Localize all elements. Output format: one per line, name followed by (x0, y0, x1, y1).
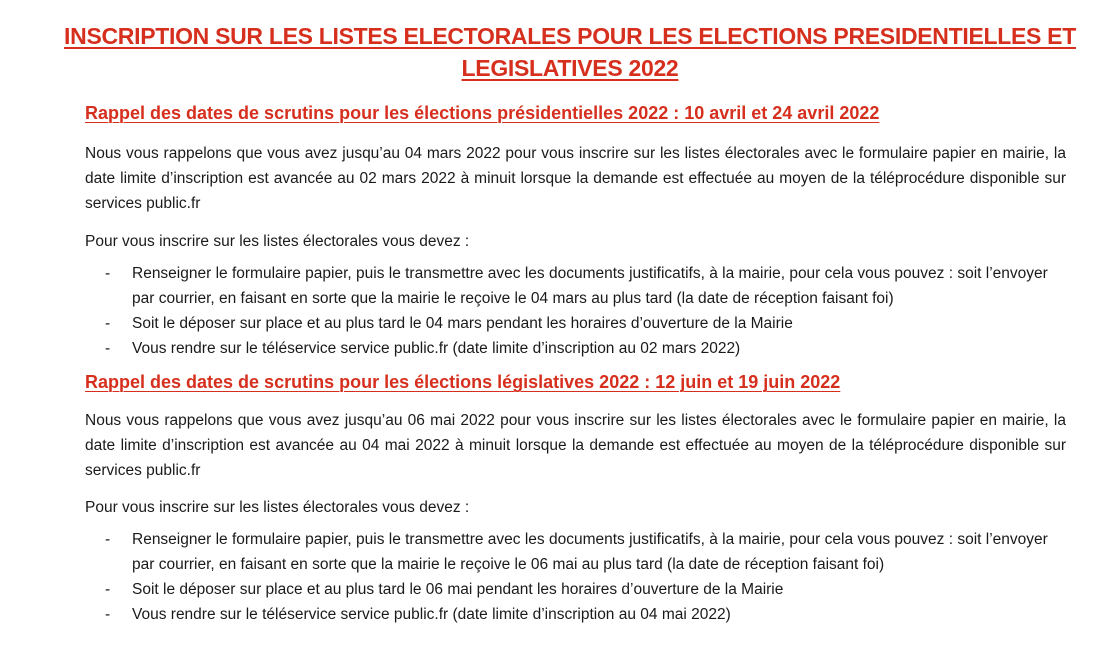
title-line-1: INSCRIPTION SUR LES LISTES ELECTORALES POUR LES ELECTIONS PRESIDENTIELLES ET (64, 23, 1076, 49)
list-item-text: Renseigner le formulaire papier, puis le transmettre avec les documents justificatifs, à la mairie, pour cela vous pouvez : soit l’envoyer par courrier, en faisant en sorte que la mairie le reçoive le 04 mars au plus tard (la date de réception faisant foi) (132, 265, 1048, 307)
section-paragraph-legislatives: Nous vous rappelons que vous avez jusqu’au 06 mai 2022 pour vous inscrire sur les listes électorales avec le formulaire papier en mairie, la date limite d’inscription est avancée au 04 mai 2022 à minuit lorsque la demande est effectuée au moyen de la téléprocédure disponible sur services public.fr (85, 412, 1066, 479)
list-item-text: Soit le déposer sur place et au plus tard le 04 mars pendant les horaires d’ouverture de la Mairie (132, 315, 793, 332)
bullet-dash: - (105, 606, 111, 623)
list-item (85, 602, 1070, 627)
list-item (85, 527, 1070, 577)
bullet-dash: - (105, 265, 111, 282)
bullet-list-presidentielles (85, 261, 1070, 361)
bullet-dash: - (105, 531, 111, 548)
list-item (85, 577, 1070, 602)
list-item-text: Vous rendre sur le téléservice service public.fr (date limite d’inscription au 02 mars 2022) (132, 340, 741, 357)
list-item-text: Vous rendre sur le téléservice service public.fr (date limite d’inscription au 04 mai 2022) (132, 606, 731, 623)
section-lead-presidentielles: Pour vous inscrire sur les listes électorales vous devez : (85, 233, 470, 250)
bullet-dash: - (105, 340, 111, 357)
document-title (60, 20, 1080, 84)
section-heading-presidentielles: Rappel des dates de scrutins pour les élections présidentielles 2022 : 10 avril et 24 avril 2022 (85, 103, 880, 123)
section-heading-legislatives: Rappel des dates de scrutins pour les élections législatives 2022 : 12 juin et 19 juin 2022 (85, 372, 841, 392)
bullet-dash: - (105, 581, 111, 598)
section-paragraph-presidentielles: Nous vous rappelons que vous avez jusqu’au 04 mars 2022 pour vous inscrire sur les listes électorales avec le formulaire papier en mairie, la date limite d’inscription est avancée au 02 mars 2022 à minuit lorsque la demande est effectuée au moyen de la téléprocédure disponible sur services public.fr (85, 145, 1066, 212)
bullet-list-legislatives (85, 527, 1070, 627)
list-item (85, 311, 1070, 336)
section-lead-legislatives: Pour vous inscrire sur les listes électorales vous devez : (85, 499, 470, 516)
bullet-dash: - (105, 315, 111, 332)
list-item-text: Soit le déposer sur place et au plus tard le 06 mai pendant les horaires d’ouverture de la Mairie (132, 581, 784, 598)
title-line-2: LEGISLATIVES 2022 (461, 55, 679, 81)
list-item (85, 261, 1070, 311)
list-item (85, 336, 1070, 361)
list-item-text: Renseigner le formulaire papier, puis le transmettre avec les documents justificatifs, à la mairie, pour cela vous pouvez : soit l’envoyer par courrier, en faisant en sorte que la mairie le reçoive le 06 mai au plus tard (la date de réception faisant foi) (132, 531, 1048, 573)
